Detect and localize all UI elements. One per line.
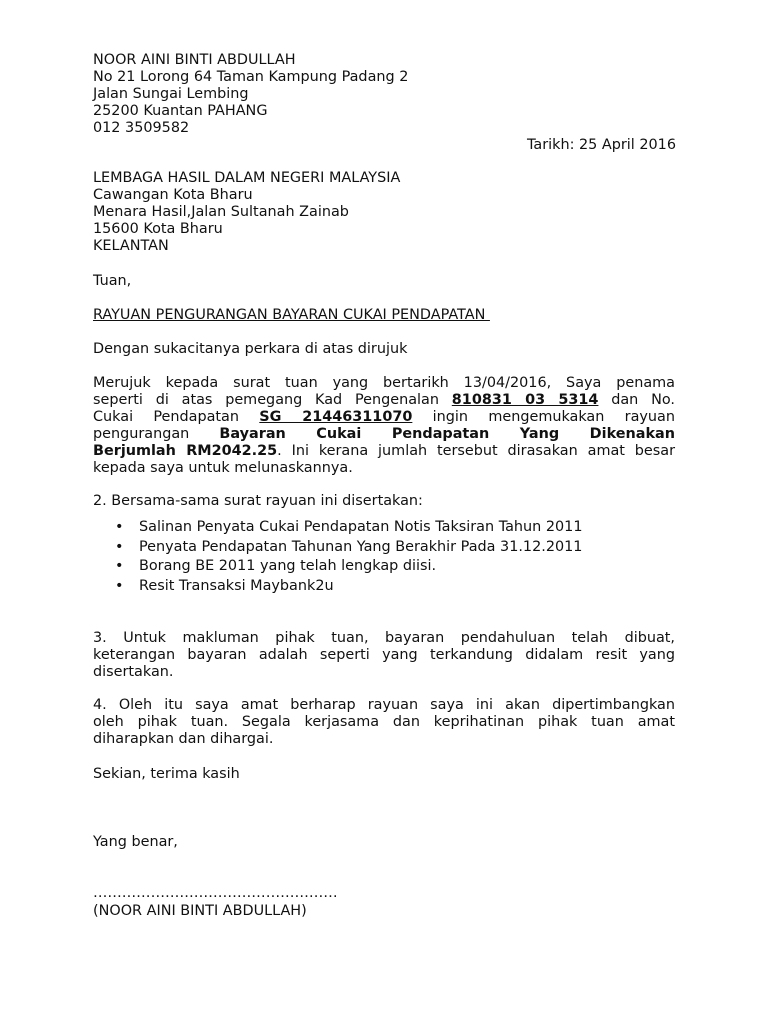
list-item: • Penyata Pendapatan Tahunan Yang Berakhir Pada 31.12.2011: [93, 539, 583, 559]
salutation: Tuan,: [93, 273, 132, 289]
sender-address-line: 25200 Kuantan PAHANG: [93, 103, 268, 119]
intro-paragraph: Dengan sukacitanya perkara di atas dirujuk: [93, 341, 408, 357]
recipient-address-line: Menara Hasil,Jalan Sultanah Zainab: [93, 204, 349, 220]
sender-address-line: No 21 Lorong 64 Taman Kampung Padang 2: [93, 69, 409, 85]
paragraph-line: Merujuk kepada surat tuan yang bertarikh 13/04/2016, Saya penama: [93, 375, 675, 391]
text-run: seperti di atas pemegang Kad Pengenalan: [93, 392, 452, 408]
closing-remark: Sekian, terima kasih: [93, 766, 240, 782]
paragraph-line: diharapkan dan dihargai.: [93, 731, 274, 747]
text-run: . Ini kerana jumlah tersebut dirasakan amat besar: [277, 443, 676, 459]
letter-date: Tarikh: 25 April 2016: [527, 137, 676, 153]
list-item: • Resit Transaksi Maybank2u: [93, 578, 583, 598]
sender-phone: 012 3509582: [93, 120, 190, 136]
paragraph-line: [93, 392, 675, 409]
text-run: ingin mengemukakan rayuan: [412, 409, 675, 425]
sender-name: NOOR AINI BINTI ABDULLAH: [93, 52, 296, 68]
text-run: pengurangan: [93, 426, 220, 442]
paragraph-line: 4. Oleh itu saya amat berharap rayuan saya ini akan dipertimbangkan: [93, 697, 675, 713]
sender-address-line: Jalan Sungai Lembing: [93, 86, 249, 102]
recipient-org: LEMBAGA HASIL DALAM NEGERI MALAYSIA: [93, 170, 401, 186]
signatory-name: (NOOR AINI BINTI ABDULLAH): [93, 903, 307, 919]
ic-number: 810831 03 5314: [451, 392, 599, 408]
paragraph-line: [93, 443, 675, 460]
text-run: dan No.: [598, 392, 675, 408]
paragraph-line: [93, 409, 675, 426]
paragraph-4: [93, 697, 675, 748]
list-item: • Salinan Penyata Cukai Pendapatan Notis Taksiran Tahun 2011: [93, 519, 583, 539]
letter-subject: RAYUAN PENGURANGAN BAYARAN CUKAI PENDAPATAN: [93, 307, 490, 323]
sender-address: [93, 52, 675, 137]
enclosure-list: [93, 519, 583, 597]
tax-number: SG 21446311070: [259, 409, 413, 425]
paragraph-1: [93, 375, 675, 477]
paragraph-2: 2. Bersama-sama surat rayuan ini disertakan:: [93, 493, 423, 509]
paragraph-line: keterangan bayaran adalah seperti yang terkandung didalam resit yang: [93, 647, 675, 663]
paragraph-line: 3. Untuk makluman pihak tuan, bayaran pendahuluan telah dibuat,: [93, 630, 675, 646]
bold-amount: Berjumlah RM2042.25: [93, 443, 278, 459]
recipient-branch: Cawangan Kota Bharu: [93, 187, 253, 203]
paragraph-line: disertakan.: [93, 664, 174, 680]
signature-line: ……………………………………………: [93, 885, 338, 901]
text-run: Cukai Pendapatan: [93, 409, 260, 425]
sign-off: Yang benar,: [93, 834, 178, 850]
recipient-state: KELANTAN: [93, 238, 169, 254]
paragraph-3: [93, 630, 675, 681]
paragraph-line: oleh pihak tuan. Segala kerjasama dan keprihatinan pihak tuan amat: [93, 714, 675, 730]
bold-phrase: Bayaran Cukai Pendapatan Yang Dikenakan: [219, 426, 675, 442]
recipient-address-line: 15600 Kota Bharu: [93, 221, 223, 237]
paragraph-line: kepada saya untuk melunaskannya.: [93, 460, 353, 476]
list-item: • Borang BE 2011 yang telah lengkap diisi.: [93, 558, 583, 578]
paragraph-line: [93, 426, 675, 443]
recipient-address: [93, 170, 675, 255]
